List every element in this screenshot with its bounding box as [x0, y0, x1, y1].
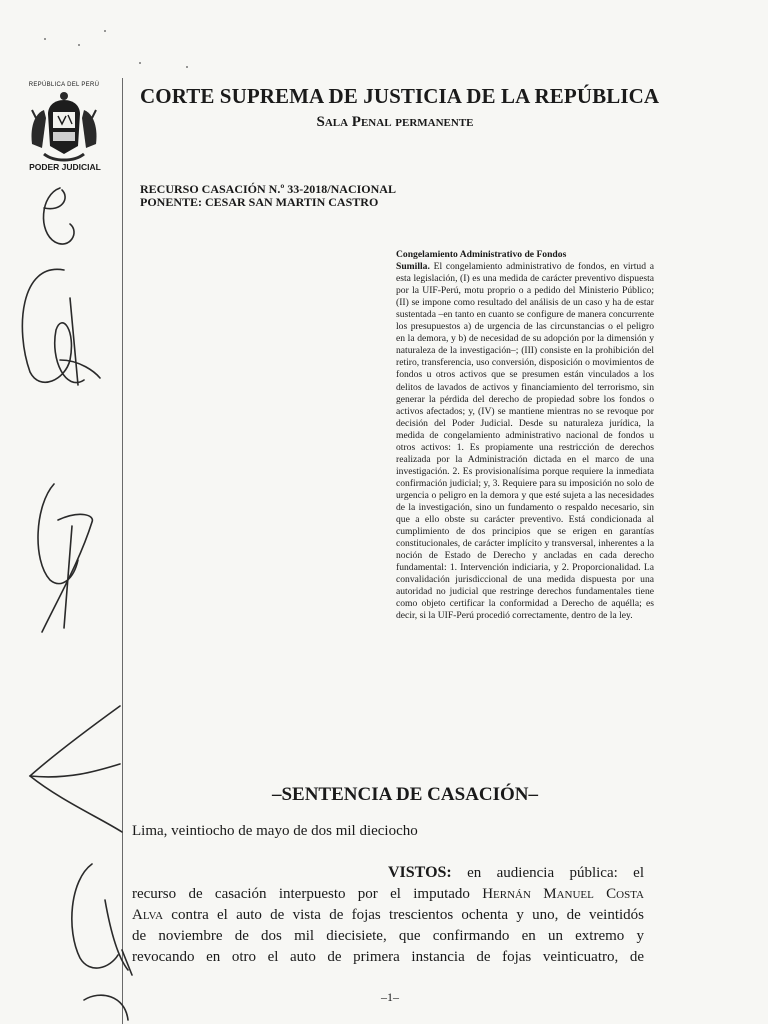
sumilla-block: [396, 249, 654, 622]
vistos-line-4: de noviembre de dos mil diecisiete, que confirmando en un extremo y: [132, 928, 644, 944]
ponente-name: PONENTE: CESAR SAN MARTIN CASTRO: [140, 195, 379, 209]
emblem-institution-name: PODER JUDICIAL: [29, 162, 101, 172]
case-reference: [140, 183, 396, 209]
sala-title: Sala Penal permanente: [316, 114, 474, 130]
sumilla-label: Sumilla.: [396, 261, 430, 273]
poder-judicial-emblem: [14, 82, 114, 182]
emblem-arc-text: REPÚBLICA DEL PERÚ: [28, 82, 100, 88]
page-number: –1–: [381, 990, 399, 1004]
vistos-line-3: [132, 905, 644, 926]
vistos-line-2: [132, 884, 644, 905]
vistos-line-5: revocando en otro el auto de primera instancia de fojas veinticuatro, de: [132, 949, 644, 965]
vistos-line-1: [132, 862, 644, 884]
sumilla-heading: Congelamiento Administrativo de Fondos: [396, 249, 567, 260]
sentence-title: –SENTENCIA DE CASACIÓN–: [271, 784, 539, 805]
vistos-line-3-text: contra el auto de vista de fojas trescientos ochenta y uno, de veintidós: [171, 907, 645, 923]
vistos-label: VISTOS:: [388, 864, 452, 881]
vistos-intro: en audiencia pública: el: [467, 865, 644, 881]
recurso-number: RECURSO CASACIÓN N.º 33-2018/NACIONAL: [140, 182, 396, 196]
dateline: Lima, veintiocho de mayo de dos mil dieciocho: [132, 823, 418, 839]
vistos-line-2-text: recurso de casación interpuesto por el imputado: [132, 886, 470, 902]
sumilla-text: [396, 261, 654, 622]
sumilla-body: El congelamiento administrativo de fondos, en virtud a esta legislación, (I) es una medida de carácter preventivo dispuesta por la UIF-Perú, motu proprio o a pedido del Ministerio Público; (II) se impone como resultado del análisis de un caso y ha de estar sustentada –en tanto en cuanto se configure de manera concurrente los presupuestos a) de urgencia de las circunstancias o el peligro en la demora, y b) de necesidad de su adopción por la dimensión y naturaleza de la investigación–; (III) consiste en la prohibición del retiro, transferencia, uso conversión, disposición o movimientos de fondos u otros activos que se presumen están vinculados a los delitos de lavados de activos y financiamiento del terrorismo, sin generar la pérdida del derecho de propiedad sobre los fondos o activos afectados; y, (IV) se mantiene mientras no se revoque por decisión del Poder Judicial. Desde su naturaleza jurídica, la medida de congelamiento administrativo nacional de fondos u otros activos: 1. Es propiamente una restricción de derechos realizada por la Administración dictada en el marco de una investigación. 2. Es provisionalísima porque requiere la inmediata confirmación judicial; y, 3. Requiere para su imposición no solo de urgencia o peligro en la demora y que esté sujeta a las necesidades de la investigación, sino un fundamento o respaldo necesario, sin que a ello obste su carácter preventivo. Está condicionada al cumplimiento de dos principios que se erigen en garantías constitucionales, de carácter implícito y transversal, inherentes a la noción de Estado de Derecho y ancladas en cada derecho fundamental: 1. Intervención indiciaria, y 2. Proporcionalidad. La convalidación jurisdiccional de una medida dispuesta por una autoridad no judicial que restringe derechos fundamentales tiene como objeto certificar la conformidad a Derecho de aquélla; es decir, si la UIF-Perú procedió correctamente, dentro de la ley.: [396, 261, 654, 622]
defendant-name-2: Alva: [132, 907, 164, 923]
coat-of-arms-icon: [14, 88, 114, 166]
defendant-name-1: Hernán Manuel Costa: [482, 886, 644, 902]
vistos-paragraph: [132, 862, 644, 968]
court-title: CORTE SUPREMA DE JUSTICIA DE LA REPÚBLICA: [140, 84, 660, 108]
